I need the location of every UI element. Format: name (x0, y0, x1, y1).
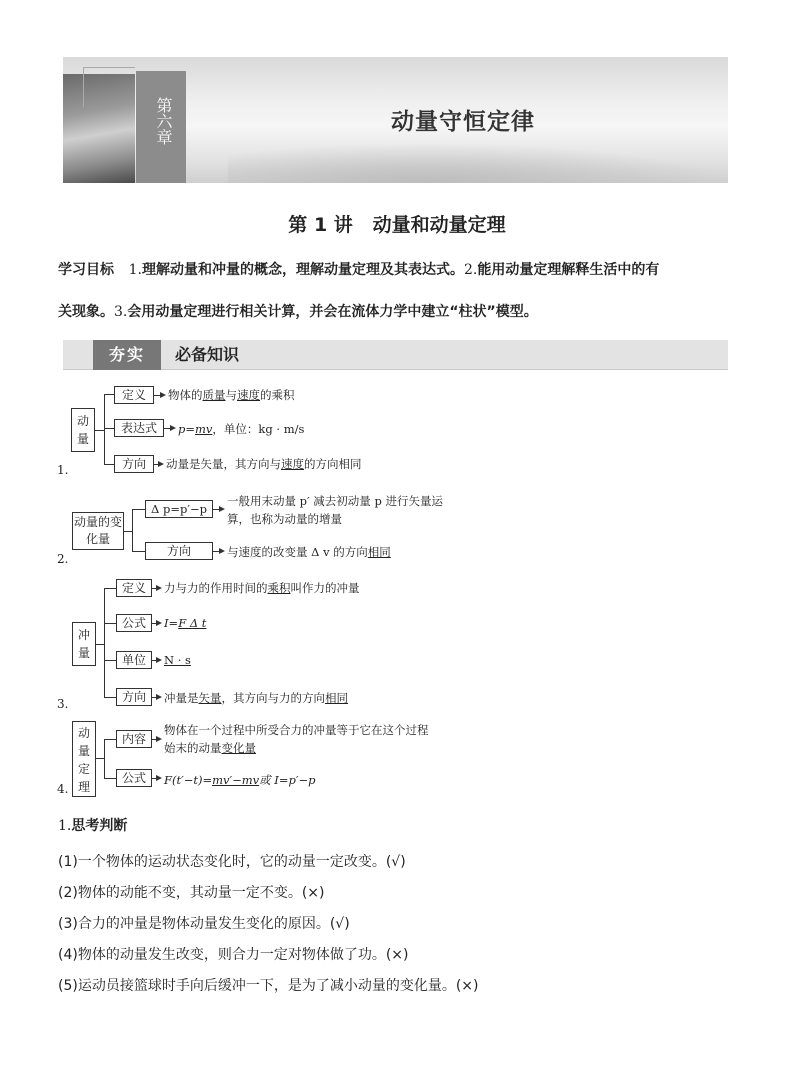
connector (104, 394, 114, 395)
objective-3-number: 3. (114, 304, 128, 320)
objective-1-text: 理解动量和冲量的概念，理解动量定理及其表达式。 (141, 262, 464, 278)
impulse-unit: N · s (164, 653, 191, 667)
theorem-content-line-1: 物体在一个过程中所受合力的冲量等于它在这个过程 (164, 723, 429, 737)
impulse-direction-text: 冲量是矢量，其方向与力的方向相同 (164, 691, 348, 705)
definition-label-box: 定义 (114, 386, 154, 404)
theorem-content-line-2: 始末的动量变化量 (164, 741, 256, 755)
diagram-4-index: 4. (57, 782, 69, 796)
judgment-heading-text: 思考判断 (71, 818, 128, 834)
diagram-2-index: 2. (57, 552, 69, 566)
arrow-right-icon (158, 461, 164, 467)
chapter-label: 第六章 (154, 97, 173, 145)
arrow-right-icon (156, 620, 162, 626)
bracket-line (104, 588, 105, 697)
content-label-box: 内容 (116, 730, 152, 748)
diagram-3-index: 3. (57, 697, 69, 711)
section-tag: 夯实 (93, 340, 161, 370)
connector (132, 509, 145, 510)
objectives-label: 学习目标 (58, 262, 114, 278)
bracket-line (132, 509, 133, 551)
definition-label-box: 定义 (116, 579, 152, 597)
arrow-right-icon (160, 392, 166, 398)
impulse-root-box: 冲量 (72, 622, 96, 666)
connector (96, 758, 104, 759)
lecture-prefix: 第 (288, 214, 308, 236)
momentum-change-direction-text: 与速度的改变量 Δ v 的方向相同 (227, 545, 391, 559)
arrow-right-icon (170, 425, 176, 431)
impulse-definition-text: 力与力的作用时间的乘积叫作力的冲量 (164, 581, 360, 595)
momentum-direction-text: 动量是矢量，其方向与速度的方向相同 (166, 457, 362, 471)
objective-2-number: 2. (463, 262, 478, 278)
objective-2-text-a: 能用动量定理解释生活中的有 (477, 262, 660, 278)
bracket-line (104, 394, 105, 464)
banner-clouds (228, 143, 728, 183)
momentum-change-root-box: 动量的变化量 (72, 512, 124, 550)
chapter-title: 动量守恒定律 (391, 109, 535, 135)
section-bar (63, 340, 728, 370)
objective-2-text-b: 关现象。 (58, 304, 114, 320)
arrow-right-icon (156, 775, 162, 781)
arrow-right-icon (156, 736, 162, 742)
judgment-item-5: (5)运动员接篮球时手向后缓冲一下，是为了减小动量的变化量。(×) (58, 978, 479, 994)
expression-label-box: 表达式 (114, 419, 164, 437)
objectives-line-2 (58, 302, 748, 322)
formula-label-box: 公式 (116, 769, 152, 787)
judgment-heading-number: 1. (58, 818, 72, 834)
connector (104, 778, 116, 779)
judgment-item-1: (1)一个物体的运动状态变化时，它的动量一定改变。(√) (58, 854, 406, 870)
section-name: 必备知识 (175, 345, 240, 364)
momentum-root-box: 动量 (71, 408, 95, 452)
impulse-formula: I=F Δ t (164, 616, 207, 630)
connector (104, 428, 114, 429)
direction-label-box: 方向 (114, 455, 154, 473)
momentum-formula: p=mv，单位：kg · m/s (178, 422, 305, 436)
lecture-name: 动量和动量定理 (372, 214, 506, 236)
arrow-right-icon (156, 694, 162, 700)
connector (132, 551, 145, 552)
lecture-title (0, 210, 794, 237)
diagram-1-index: 1. (57, 463, 69, 477)
objective-1-number: 1. (128, 262, 142, 278)
direction-label-box: 方向 (116, 688, 152, 706)
momentum-change-text-line-1: 一般用末动量 p′ 减去初动量 p 进行矢量运 (227, 494, 443, 508)
delta-p-formula-box: Δ p=p′−p (145, 500, 213, 518)
theorem-formula: F(t′−t)=mv′−mv或 I=p′−p (164, 773, 316, 787)
banner-frame-decoration (83, 67, 135, 107)
theorem-root-box: 动量定理 (72, 721, 96, 797)
objective-3-text: 会用动量定理进行相关计算，并会在流体力学中建立“柱状”模型。 (127, 304, 538, 320)
direction-label-box: 方向 (145, 542, 213, 560)
judgment-item-2: (2)物体的动能不变，其动量一定不变。(×) (58, 885, 325, 901)
connector (104, 660, 116, 661)
lecture-number: 1 (313, 214, 328, 236)
judgment-heading (58, 815, 127, 835)
connector (95, 430, 104, 431)
lecture-suffix: 讲 (333, 214, 353, 236)
chapter-banner (63, 57, 728, 183)
judgment-item-4: (4)物体的动量发生改变，则合力一定对物体做了功。(×) (58, 947, 409, 963)
connector (104, 623, 116, 624)
arrow-right-icon (219, 548, 225, 554)
formula-label-box: 公式 (116, 614, 152, 632)
bracket-line (104, 739, 105, 778)
connector (104, 464, 114, 465)
momentum-change-text-line-2: 算，也称为动量的增量 (227, 512, 342, 526)
connector (104, 739, 116, 740)
arrow-right-icon (156, 657, 162, 663)
connector (124, 531, 132, 532)
connector (104, 697, 116, 698)
judgment-item-3: (3)合力的冲量是物体动量发生变化的原因。(√) (58, 916, 350, 932)
momentum-definition-text: 物体的质量与速度的乘积 (168, 388, 295, 402)
connector (104, 588, 116, 589)
unit-label-box: 单位 (116, 651, 152, 669)
arrow-right-icon (156, 585, 162, 591)
objectives-line-1 (58, 260, 748, 280)
arrow-right-icon (219, 506, 225, 512)
connector (96, 644, 104, 645)
